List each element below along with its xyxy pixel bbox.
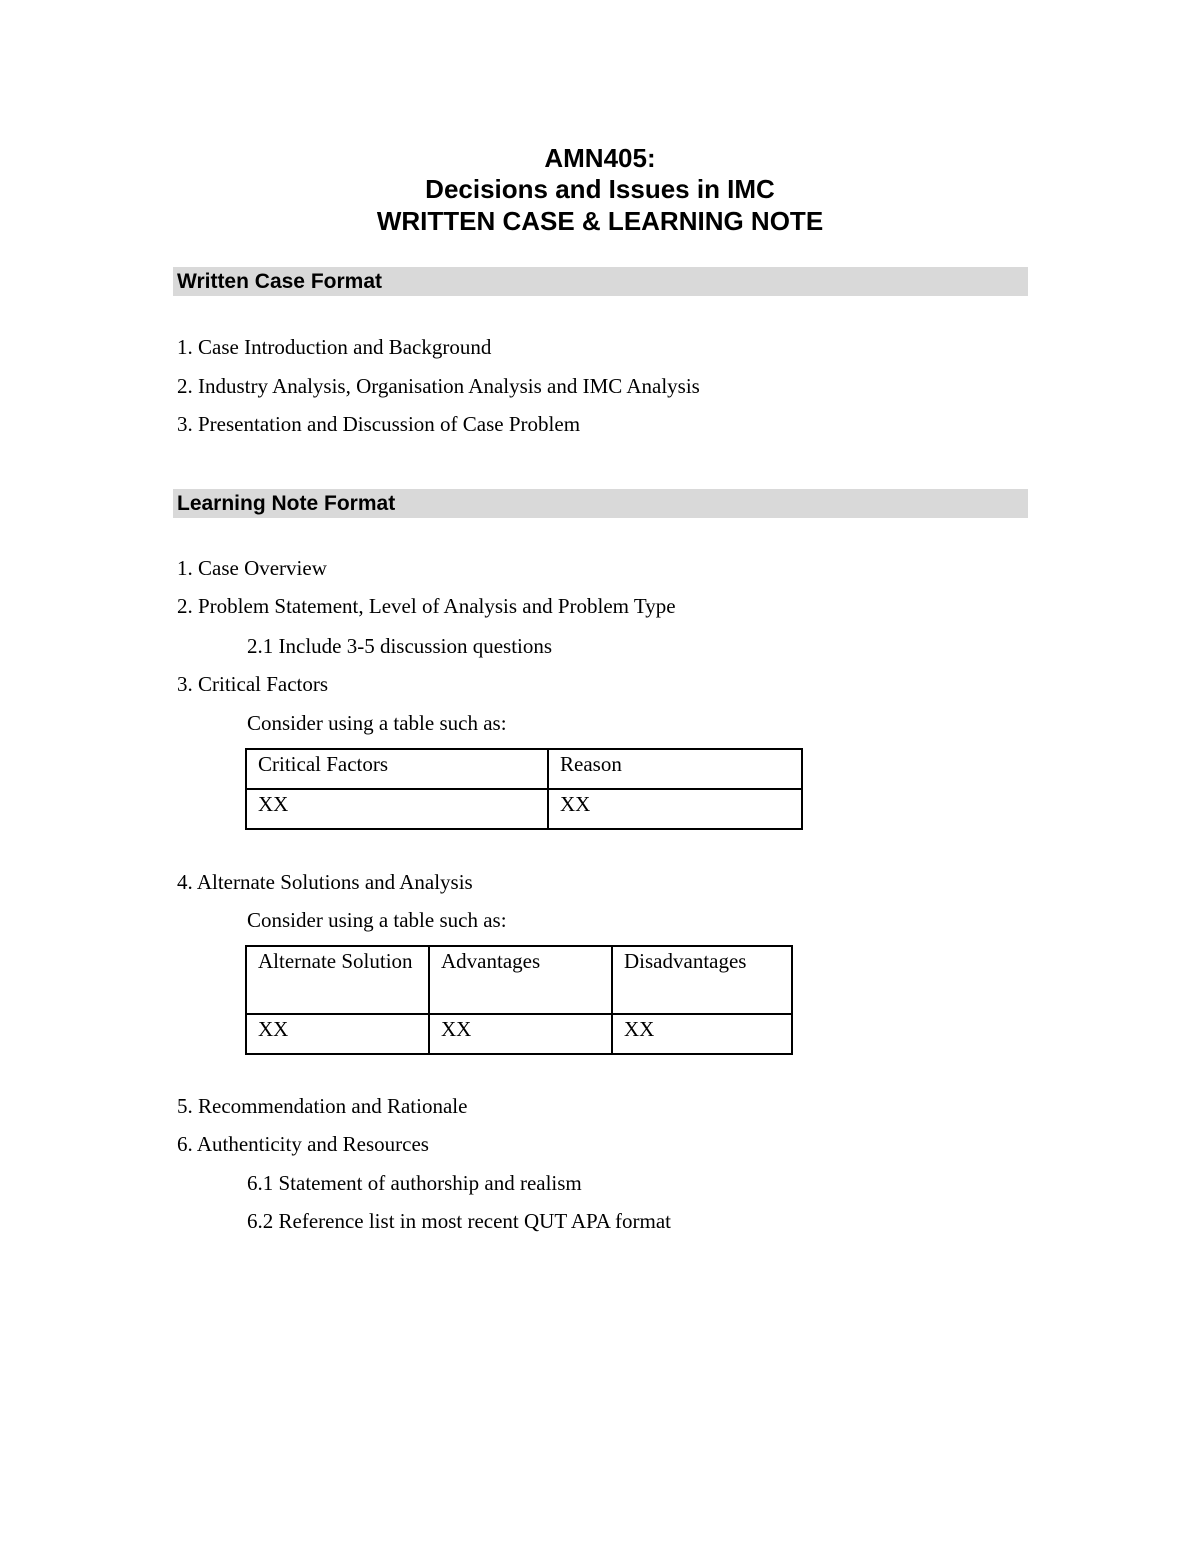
sub-list-item: 2.1 Include 3-5 discussion questions <box>247 634 553 658</box>
list-item: 5. Recommendation and Rationale <box>177 1094 468 1118</box>
list-item: 3. Critical Factors <box>177 672 329 696</box>
table-cell: XX <box>612 1014 792 1054</box>
table-header-row <box>246 946 792 1014</box>
section-heading-written-case: Written Case Format <box>177 270 382 293</box>
sub-list-item: 6.2 Reference list in most recent QUT APA format <box>247 1209 672 1233</box>
list-item: 1. Case Overview <box>177 556 327 580</box>
table-cell: XX <box>548 789 802 829</box>
table-intro-text: Consider using a table such as: <box>247 908 507 932</box>
table-row <box>246 789 802 829</box>
table-header-cell: Alternate Solution <box>246 946 429 1014</box>
sub-list-item: 6.1 Statement of authorship and realism <box>247 1171 582 1195</box>
section-heading-learning-note: Learning Note Format <box>177 492 396 515</box>
course-title: Decisions and Issues in IMC <box>425 174 775 204</box>
section-bar-learning-note <box>173 489 1028 518</box>
document-title: WRITTEN CASE & LEARNING NOTE <box>376 206 824 236</box>
table-header-cell: Disadvantages <box>612 946 792 1014</box>
table-cell: XX <box>246 789 548 829</box>
course-code: AMN405: <box>544 143 656 173</box>
table-cell: XX <box>246 1014 429 1054</box>
table-cell: XX <box>429 1014 612 1054</box>
critical-factors-table <box>245 748 803 830</box>
list-item: 2. Problem Statement, Level of Analysis and Problem Type <box>177 594 676 618</box>
table-row <box>246 1014 792 1054</box>
list-item: 6. Authenticity and Resources <box>177 1132 429 1156</box>
list-item: 4. Alternate Solutions and Analysis <box>177 870 473 894</box>
list-item: 1. Case Introduction and Background <box>177 335 492 359</box>
table-intro-text: Consider using a table such as: <box>247 711 507 735</box>
alternate-solutions-table <box>245 945 793 1055</box>
section-bar-written-case <box>173 267 1028 296</box>
list-item: 3. Presentation and Discussion of Case Problem <box>177 412 581 436</box>
table-header-cell: Critical Factors <box>246 749 548 789</box>
table-header-row <box>246 749 802 789</box>
list-item: 2. Industry Analysis, Organisation Analysis and IMC Analysis <box>177 374 700 398</box>
table-header-cell: Advantages <box>429 946 612 1014</box>
table-header-cell: Reason <box>548 749 802 789</box>
